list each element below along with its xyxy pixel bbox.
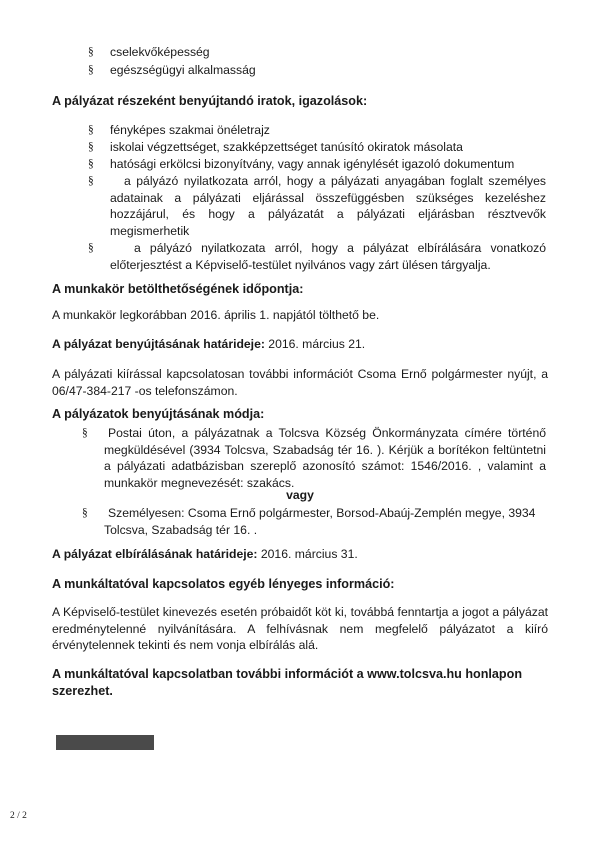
section-bullet-icon: §: [82, 507, 88, 519]
list-item: hatósági erkölcsi bizonyítvány, vagy annak igénylését igazoló dokumentum: [110, 157, 515, 171]
list-item: a pályázó nyilatkozata arról, hogy a pályázat elbírálására vonatkozó előterjesztést a Képviselő-testület nyilvános vagy zárt ülésen tárgyalja.: [110, 241, 546, 272]
section-bullet-icon: §: [88, 158, 94, 170]
list-item: fényképes szakmai önéletrajz: [110, 123, 270, 137]
list-item: cselekvőképesség: [110, 45, 210, 59]
submission-personal: Személyesen: Csoma Ernő polgármester, Borsod-Abaúj-Zemplén megye, 3934 Tolcsva, Szabadság tér 16. .: [104, 506, 536, 537]
other-heading: A munkáltatóval kapcsolatos egyéb lényeges információ:: [52, 577, 395, 591]
redaction-bar: [56, 735, 154, 750]
deadline-value: 2016. március 21.: [268, 337, 366, 351]
submission-heading: A pályázatok benyújtásának módja:: [52, 407, 265, 421]
evaluation-line: [52, 546, 548, 563]
section-bullet-icon: §: [82, 427, 88, 439]
start-heading: A munkakör betölthetőségének időpontja:: [52, 282, 304, 296]
section-bullet-icon: §: [88, 64, 94, 76]
section-bullet-icon: §: [88, 242, 94, 254]
documents-heading: A pályázat részeként benyújtandó iratok, igazolások:: [52, 94, 368, 108]
list-item: a pályázó nyilatkozata arról, hogy a pályázati anyagában foglalt személyes adatainak a pályázati eljárással összefüggésben szükséges kezeléshez hozzájárul, és hogy a pályázatát a pályázati eljárásban résztvevők megismerhetik: [110, 174, 546, 238]
deadline-line: [52, 336, 548, 353]
section-bullet-icon: §: [88, 46, 94, 58]
evaluation-value: 2016. március 31.: [260, 547, 358, 561]
submission-or: vagy: [286, 488, 314, 502]
section-bullet-icon: §: [88, 175, 94, 187]
info-text: A pályázati kiírással kapcsolatosan további információt Csoma Ernő polgármester nyújt, a 06/47-384-217 -os telefonszámon.: [52, 367, 548, 398]
deadline-label: A pályázat benyújtásának határideje:: [52, 337, 265, 351]
closing-text: A munkáltatóval kapcsolatban további információt a www.tolcsva.hu honlapon szerezhet.: [52, 667, 523, 698]
start-text: A munkakör legkorábban 2016. április 1. napjától tölthető be.: [52, 308, 380, 322]
other-text: A Képviselő-testület kinevezés esetén próbaidőt köt ki, továbbá fenntartja a jogot a pályázat eredménytelenné nyilvánítására. A felhívásnak nem megfelelő pályázatot a kiíró érvénytelennek tekinti és nem vonja elbírálás alá.: [52, 605, 548, 653]
evaluation-label: A pályázat elbírálásának határideje:: [52, 547, 258, 561]
section-bullet-icon: §: [88, 141, 94, 153]
list-item: egészségügyi alkalmasság: [110, 63, 256, 77]
submission-postal: Postai úton, a pályázatnak a Tolcsva Község Önkormányzata címére történő megküldésével (3934 Tolcsva, Szabadság tér 16. ). Kérjük a borítékon feltüntetni a pályázati adatbázisban szereplő azonosító számot: 1546/2016. , valamint a munkakör megnevezését: szakács.: [104, 426, 546, 490]
list-item: iskolai végzettséget, szakképzettséget tanúsító okiratok másolata: [110, 140, 463, 154]
page-number: 2 / 2: [10, 811, 27, 821]
section-bullet-icon: §: [88, 124, 94, 136]
